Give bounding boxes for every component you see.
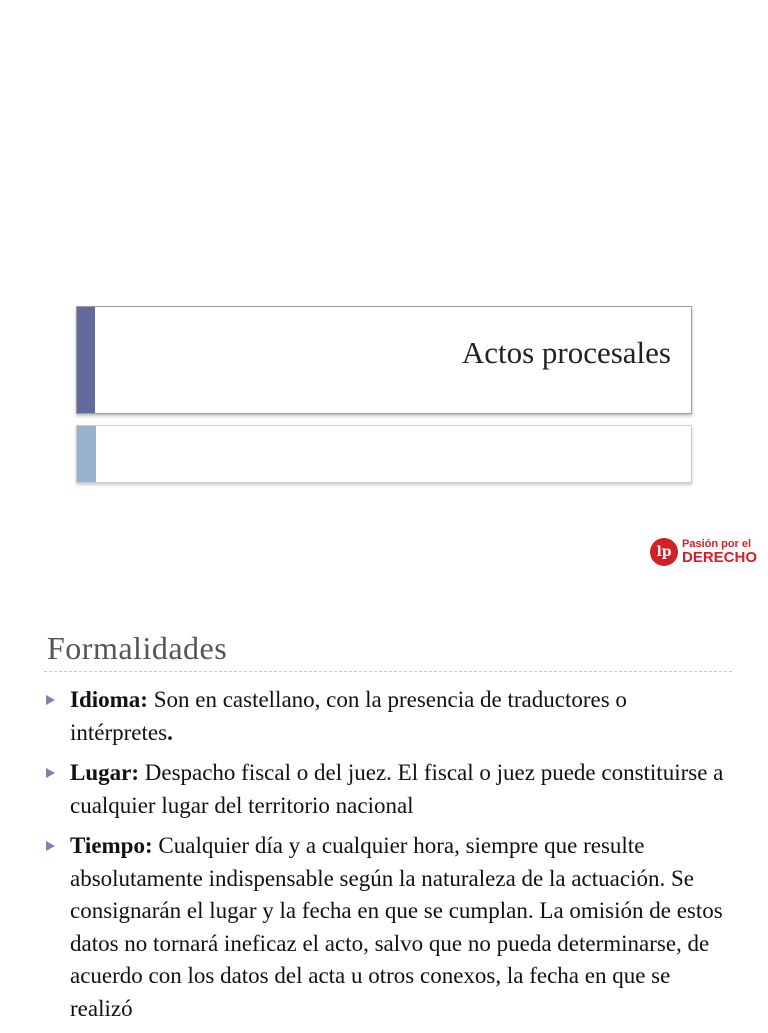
item-label: Idioma: xyxy=(70,687,148,712)
bullet-arrow-icon xyxy=(46,695,55,705)
subtitle-accent-bar xyxy=(77,426,96,482)
heading-divider xyxy=(44,671,732,672)
subtitle-box xyxy=(76,425,692,483)
bullet-list xyxy=(46,684,726,1033)
bullet-arrow-icon xyxy=(46,841,55,851)
pasion-por-el-derecho-logo xyxy=(650,538,757,566)
logo-line2: DERECHO xyxy=(682,549,758,566)
slide-title: Actos procesales xyxy=(461,335,671,370)
item-label: Tiempo: xyxy=(70,833,153,858)
item-text: Despacho fiscal o del juez. El fiscal o juez puede constituirse a cualquier lugar del territorio nacional xyxy=(70,760,724,818)
logo-line1: Pasión por el xyxy=(682,538,752,550)
list-item xyxy=(46,757,726,822)
item-label: Lugar: xyxy=(70,760,139,785)
item-text: Son en castellano, con la presencia de traductores o intérpretes xyxy=(70,687,627,745)
title-accent-bar xyxy=(77,307,95,413)
slide-heading: Formalidades xyxy=(47,630,228,666)
list-item xyxy=(46,830,726,1025)
list-item xyxy=(46,684,726,749)
title-box xyxy=(76,306,692,414)
content-slide xyxy=(0,600,768,1024)
item-end: . xyxy=(167,719,173,745)
bullet-arrow-icon xyxy=(46,768,55,778)
logo-icon: lp xyxy=(650,538,678,566)
item-text: Cualquier día y a cualquier hora, siempre que resulte absolutamente indispensable según la naturaleza de la actuación. Se consignarán el lugar y la fecha en que se cumplan. La omisión de estos datos no tornará ineficaz el acto, salvo que no pueda determinarse, de acuerdo con los datos del acta u otros conexos, la fecha en que se realizó xyxy=(70,833,723,1021)
